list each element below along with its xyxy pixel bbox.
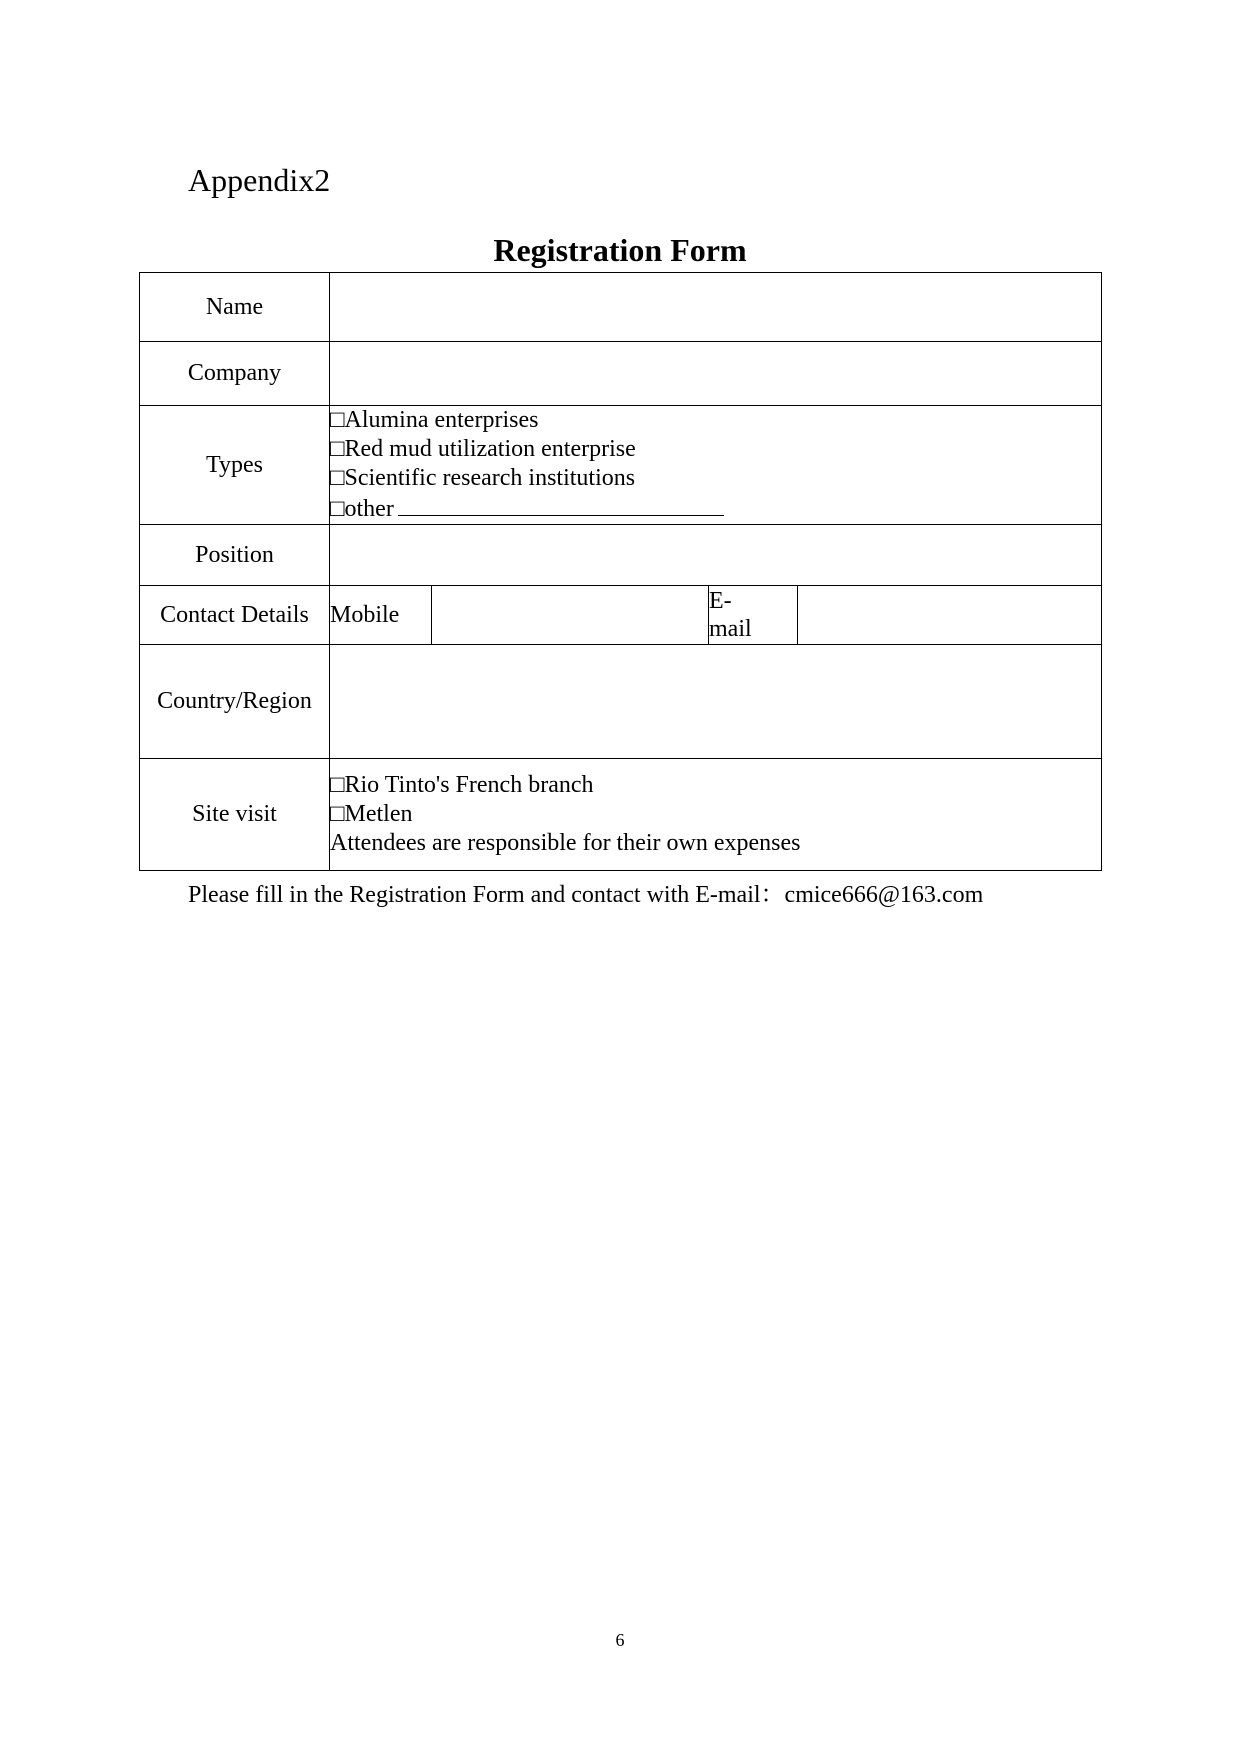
row-company (140, 342, 1102, 406)
row-site-visit (140, 759, 1102, 871)
other-blank-line[interactable] (398, 493, 724, 516)
site-visit-label: Site visit (140, 759, 330, 871)
email-field[interactable] (798, 586, 1102, 645)
country-region-field[interactable] (330, 645, 1102, 759)
country-region-label: Country/Region (140, 645, 330, 759)
site-option-rio-tinto[interactable]: □Rio Tinto's French branch (330, 772, 594, 798)
types-label: Types (140, 406, 330, 525)
site-option-metlen[interactable]: □Metlen (330, 801, 413, 827)
site-visit-note: Attendees are responsible for their own expenses (330, 830, 801, 856)
type-option-other[interactable]: □other (330, 496, 394, 522)
type-option-red-mud[interactable]: □Red mud utilization enterprise (330, 436, 636, 462)
position-field[interactable] (330, 525, 1102, 586)
company-label: Company (140, 342, 330, 406)
registration-form-table (139, 272, 1102, 871)
form-title: Registration Form (493, 232, 747, 268)
type-option-research[interactable]: □Scientific research institutions (330, 465, 636, 491)
row-name (140, 273, 1102, 342)
position-label: Position (140, 525, 330, 586)
row-contact (140, 586, 1102, 645)
row-country (140, 645, 1102, 759)
footer-note: Please fill in the Registration Form and contact with E-mail：cmice666@163.com (188, 882, 984, 908)
name-field[interactable] (330, 273, 1102, 342)
mobile-label: Mobile (330, 586, 432, 645)
contact-details-label: Contact Details (140, 586, 330, 645)
site-visit-options (330, 759, 1102, 871)
types-options (330, 406, 1102, 525)
email-label (709, 586, 798, 645)
company-field[interactable] (330, 342, 1102, 406)
name-label: Name (140, 273, 330, 342)
page-number: 6 (615, 1630, 625, 1650)
row-types (140, 406, 1102, 525)
mobile-field[interactable] (432, 586, 709, 645)
email-label-line1: E- (709, 588, 732, 614)
type-option-other-row (330, 493, 1101, 524)
row-position (140, 525, 1102, 586)
type-option-alumina[interactable]: □Alumina enterprises (330, 407, 539, 433)
email-label-line2: mail (709, 616, 752, 642)
appendix-heading: Appendix2 (188, 162, 331, 198)
